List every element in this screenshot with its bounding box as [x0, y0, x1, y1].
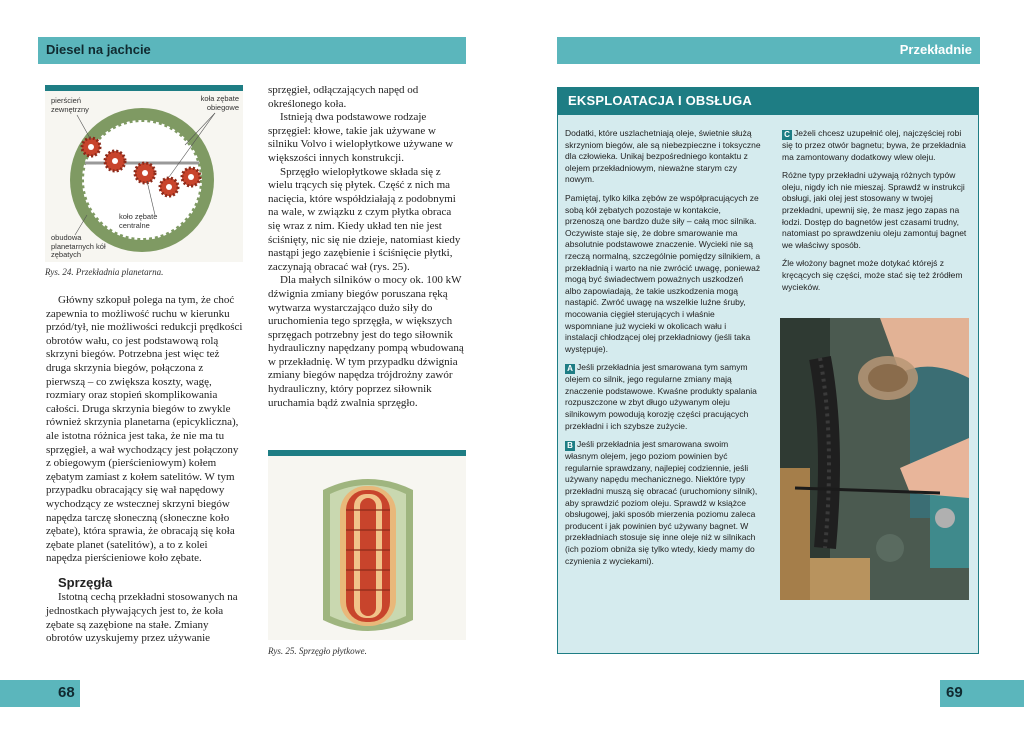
label-planet-gears: koła zębate obiegowe — [200, 94, 239, 112]
plate-clutch-illustration — [268, 450, 466, 640]
maintenance-section-title: EKSPLOATACJA I OBSŁUGA — [568, 93, 753, 108]
engine-photo-illustration — [780, 318, 969, 600]
step-marker-a: A — [565, 364, 575, 374]
left-column-text — [46, 294, 243, 646]
paragraph: sprzęgieł, odłączających napęd od określonego koła. — [268, 84, 419, 110]
left-page-number-bar — [0, 680, 80, 707]
paragraph-c: C Jeżeli chcesz uzupełnić olej, najczęściej robi się to przez otwór bagnetu; bywa, że przekładnia ma zamontowany dodatkowy wlew oleju. — [782, 128, 966, 162]
label-ring-gear: pierścień zewnętrzny — [51, 96, 89, 114]
section-column-right — [782, 128, 972, 300]
left-page-header-title: Diesel na jachcie — [46, 42, 151, 57]
paragraph: Sprzęgło wielopłytkowe składa się z wielu trących się płytek. Część z nich ma nacięcia, które współdziałają z podobnymi na wale, w związku z czym płytka obraca się wraz z nim. Kiedy układ ten nie jest ściśnięty, nic się nie dzieje, natomiast kiedy nastąpi jego zazębienie i ściśnięcie płytki, zaczynają obracać wał (rys. 25). — [268, 165, 461, 273]
section-column-left — [565, 128, 761, 574]
section-heading-clutches: Sprzęgła — [58, 574, 113, 590]
clutch-plates — [340, 486, 396, 626]
figure25-caption: Rys. 25. Sprzęgło płytkowe. — [268, 646, 367, 656]
middle-column-text — [268, 84, 466, 410]
label-sun-gear: koło zębate centralne — [119, 212, 158, 230]
figure24-caption: Rys. 24. Przekładnia planetarna. — [45, 267, 164, 277]
paragraph: Pamiętaj, tylko kilka zębów ze współpracujących ze sobą kół zębatych pozostaje w kontakcie, przenoszą one bardzo duże siły – całą moc silnika. Oczywiste staje się, że dobre smarowanie ma absolutnie podstawowe znaczenie. Wycieki nie są rzeczą normalną, szczególnie pomiędzy silnikiem, a przekładnią i warto na nie zwrócić uwagę, ponieważ mogą być świadectwem poważnych uszkodzeń albo zapowiadają, że takie uszkodzenia mogą nastąpić. Zwróć uwagę na wszelkie luźne śruby, mocowania cięgieł sterujących i właśnie wspomniane już wycieki w okolicach wału i instalacji chłodzącej olej przekładniowy (jeśli taka występuje). — [565, 192, 761, 354]
paragraph: Dodatki, które uszlachetniają oleje, świetnie służą skrzyniom biegów, ale są niebezpieczne i toksyczne dla człowieka. Unikaj bezpośredniego kontaktu z olejem przekładniowym, nieważne starym czy nowym. — [565, 128, 761, 185]
paragraph-a: A Jeśli przekładnia jest smarowana tym samym olejem co silnik, jego regularne zmiany mają znaczenie podstawowe. Kwaśne produkty spalania rozpuszczone w zbyt długo używanym oleju silnikowym powodują korozję części pracujących przekładni i ich szybsze zużycie. — [565, 362, 757, 431]
paragraph: Różne typy przekładni używają różnych typów oleju, nigdy ich nie mieszaj. Sprawdź w instrukcji obsługi, jaki olej jest stosowany w twojej przekładni, upewnij się, że masz jego zapas na łodzi. Dostęp do bagnetów jest czasami trudny, natomiast po sprawdzeniu oleju zamontuj bagnet we właściwy sposób. — [782, 170, 967, 250]
right-page-header-title: Przekładnie — [899, 42, 972, 57]
step-marker-c: C — [782, 130, 792, 140]
photo-dipstick-check — [780, 318, 969, 600]
maintenance-section-header — [558, 88, 978, 115]
paragraph: Istotną cechą przekładni stosowanych na jednostkach pływających jest to, że koła zębate są zazębione na stałe. Zmiany obrotów uzyskujemy przez używanie — [46, 591, 238, 645]
right-page-header-bar — [557, 37, 980, 64]
paragraph-b: B Jeśli przekładnia jest smarowana swoim własnym olejem, jego poziom powinien być regularnie sprawdzany, najlepiej codziennie, jeśli używany napędu mechanicznego. Niektóre typy przekładni muszą się obracać (uruchomiony silnik), aby sprawdzić poziom oleju. Sprawdź w książce obsługowej, jaki sposób mierzenia poziomu zaleca producent i jak powinien być używany bagnet. W przekładniach stosuje się inne oleje niż w silnikach (ich poziom obniża się tylko wtedy, kiedy mamy do czynienia z wyciekami). — [565, 439, 758, 566]
label-housing: obudowa planetarnych kół zębatych — [51, 233, 106, 259]
right-page-number: 69 — [946, 684, 963, 701]
left-page-header-bar — [38, 37, 466, 64]
figure-planetary-gear — [45, 85, 243, 262]
paragraph: Dla małych silników o mocy ok. 100 kW dźwignia zmiany biegów poruszana ręką wytwarza wystarczająco dużo siły do uruchomienia tego sprzęgła, w większych sprzęgach potrzebny jest do tego siłownik hydrauliczny napędzany pompą wbudowaną w przekładnię. W tym przypadku dźwignia zmiany biegów napędza trójdrożny zawór hydrauliczny, który poprzez siłownik uruchamia bądź zwalnia sprzęgło. — [268, 274, 464, 409]
figure-plate-clutch — [268, 450, 466, 640]
step-marker-b: B — [565, 441, 575, 451]
right-page-number-bar — [940, 680, 1024, 707]
paragraph: Główny szkopuł polega na tym, że choć zapewnia to możliwość ruchu w kierunku przód/tył, nie możliwości redukcji prędkości obrotów wału, co jest podstawową rolą skrzyni biegów. Potrzebna jest więc też druga skrzynia biegów, połączona z pierwszą – co zwiększa koszty, wagę, rozmiary oraz stopień skomplikowania całości. Druga skrzynia biegów to zwykle również skrzynia planetarna (epicykliczna), ale istotna różnica jest taka, że nie ma tu sprzęgieł, a wał wychodzący jest połączony z obiegowym (pierścieniowym) kołem zębatym zamiast z kołem satelitów. W tym przypadku obracający się wał napędowy wychodzący ze wstecznej skrzyni biegów napędza tarczę słoneczną (słoneczne koło zębate), która sprawia, że obracają się koła zębate planet (satelitów), a to z kolei napędza pierścieniowe koło zębate. — [46, 294, 243, 565]
paragraph: Źle włożony bagnet może dotykać którejś z kręcących się części, może stać się też źródłem wycieków. — [782, 258, 963, 292]
paragraph: Istnieją dwa podstawowe rodzaje sprzęgieł: kłowe, takie jak używane w silniku Volvo i wielopłytkowe używane w większości innych konstrukcji. — [268, 111, 454, 164]
left-page-number: 68 — [58, 684, 75, 701]
